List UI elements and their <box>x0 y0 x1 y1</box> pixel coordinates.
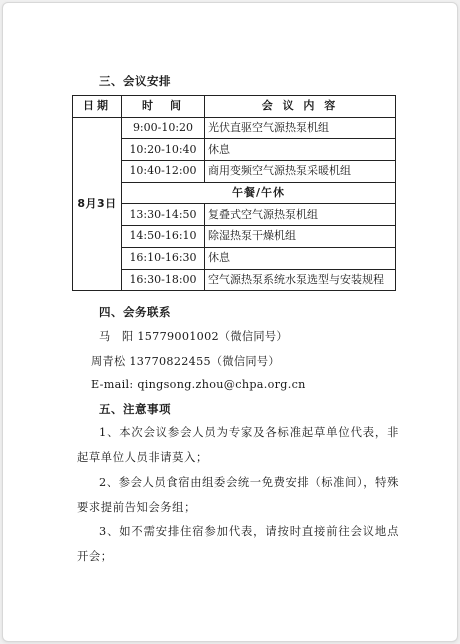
topic-cell: 复叠式空气源热泵机组 <box>205 204 396 226</box>
header-topic: 会 议 内 容 <box>205 96 396 118</box>
lunch-row <box>73 182 396 204</box>
table-row <box>73 117 396 139</box>
note-item-3: 3、如不需安排住宿参加代表，请按时直接前往会议地点开会； <box>77 525 399 563</box>
table-row <box>73 161 396 183</box>
document-page <box>2 2 458 642</box>
table-row <box>73 226 396 248</box>
table-row <box>73 269 396 291</box>
lunch-cell: 午餐/午休 <box>122 182 396 204</box>
contact-email: E-mail: qingsong.zhou@chpa.org.cn <box>91 378 306 391</box>
table-row <box>73 204 396 226</box>
contact-person-zhou: 周青松 13770822455（微信同号） <box>91 355 280 368</box>
topic-cell: 休息 <box>205 247 396 269</box>
time-cell: 10:40-12:00 <box>122 161 205 183</box>
time-cell: 16:10-16:30 <box>122 247 205 269</box>
table-row <box>73 139 396 161</box>
note-item-1: 1、本次会议参会人员为专家及各标准起草单位代表，非起草单位人员非请莫入； <box>77 426 399 464</box>
schedule-heading: 三、会议安排 <box>99 74 171 88</box>
topic-cell: 休息 <box>205 139 396 161</box>
time-cell: 14:50-16:10 <box>122 226 205 248</box>
note-item-2: 2、参会人员食宿由组委会统一免费安排（标准间），特殊要求提前告知会务组； <box>77 476 399 514</box>
table-header-row <box>73 96 396 118</box>
contact-heading: 四、会务联系 <box>99 305 171 319</box>
notes-heading: 五、注意事项 <box>99 402 171 416</box>
schedule-table <box>72 95 396 291</box>
topic-cell: 光伏直驱空气源热泵机组 <box>205 117 396 139</box>
time-cell: 9:00-10:20 <box>122 117 205 139</box>
topic-cell: 除湿热泵干燥机组 <box>205 226 396 248</box>
date-cell: 8月3日 <box>73 117 122 291</box>
time-cell: 16:30-18:00 <box>122 269 205 291</box>
header-time: 时 间 <box>122 96 205 118</box>
topic-cell: 空气源热泵系统水泵选型与安装规程 <box>205 269 396 291</box>
table-row <box>73 247 396 269</box>
header-date: 日期 <box>73 96 122 118</box>
topic-cell: 商用变频空气源热泵采暖机组 <box>205 161 396 183</box>
contact-person-ma: 马 阳 15779001002（微信同号） <box>99 330 288 343</box>
time-cell: 13:30-14:50 <box>122 204 205 226</box>
time-cell: 10:20-10:40 <box>122 139 205 161</box>
